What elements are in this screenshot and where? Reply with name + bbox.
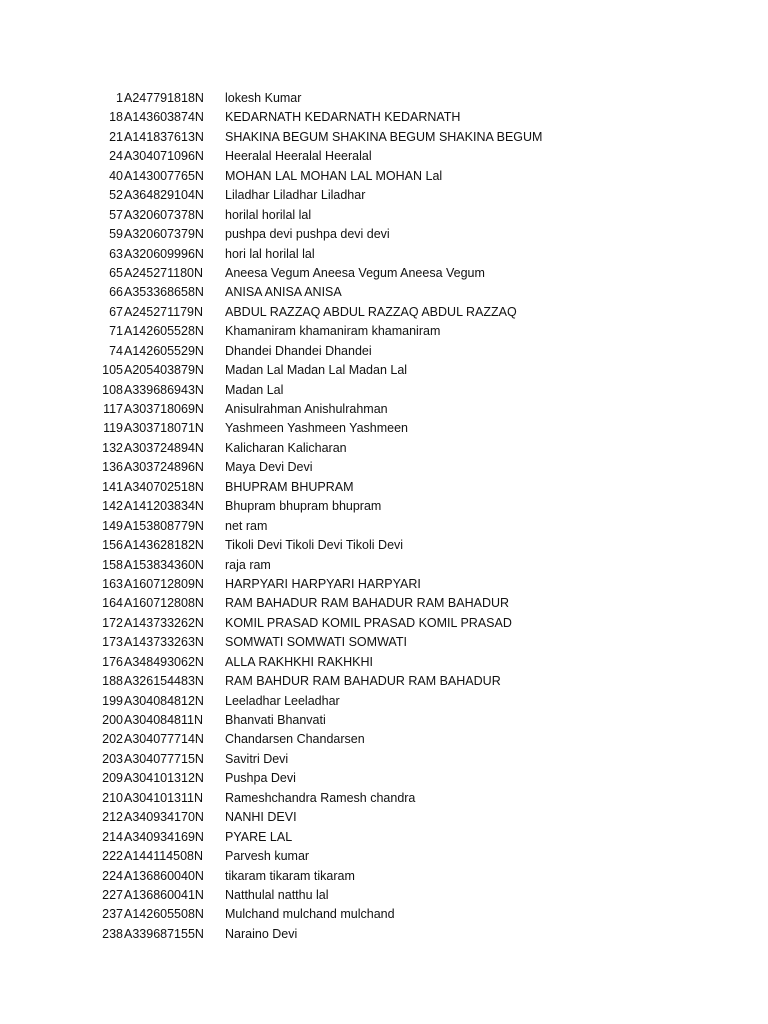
record-code: A304101312N <box>124 771 204 786</box>
record-row <box>0 925 768 944</box>
record-row <box>0 478 768 497</box>
record-number: 210 <box>102 790 123 805</box>
record-row <box>0 458 768 477</box>
record-name: Savitri Devi <box>225 751 289 766</box>
record-code: A160712808N <box>124 596 204 611</box>
record-code: A136860040N <box>124 868 204 883</box>
record-number: 163 <box>102 576 123 591</box>
record-code: A303718069N <box>124 402 204 416</box>
record-name: BHUPRAM BHUPRAM <box>225 479 354 494</box>
record-code: A304084811N <box>124 713 204 727</box>
record-code: A205403879N <box>124 363 204 378</box>
record-code: A143733263N <box>124 635 204 650</box>
record-code: A303724896N <box>124 460 204 475</box>
record-name: raja ram <box>225 557 271 572</box>
record-row <box>0 108 768 127</box>
record-name: Liladhar Liladhar Liladhar <box>225 188 366 203</box>
record-row <box>0 283 768 302</box>
record-row <box>0 828 768 847</box>
record-name: Bhanvati Bhanvati <box>225 713 326 727</box>
record-name: MOHAN LAL MOHAN LAL MOHAN Lal <box>225 168 443 183</box>
record-code: A142605529N <box>124 343 204 358</box>
record-row <box>0 789 768 808</box>
record-number: 200 <box>102 713 123 727</box>
record-number: 136 <box>102 460 123 475</box>
record-list <box>0 89 768 944</box>
record-name: NANHI DEVI <box>225 810 297 825</box>
record-number: 164 <box>102 596 123 611</box>
record-name: ABDUL RAZZAQ ABDUL RAZZAQ ABDUL RAZZAQ <box>225 304 517 319</box>
record-code: A320609996N <box>124 246 204 261</box>
record-row <box>0 167 768 186</box>
record-name: Yashmeen Yashmeen Yashmeen <box>225 421 408 436</box>
record-name: Natthulal natthu lal <box>225 887 329 902</box>
record-row <box>0 536 768 555</box>
record-code: A153808779N <box>124 518 204 533</box>
record-code: A339687155N <box>124 926 204 941</box>
record-name: Madan Lal <box>225 382 284 397</box>
record-row <box>0 556 768 575</box>
record-number: 132 <box>102 440 123 455</box>
record-number: 18 <box>109 110 123 125</box>
record-row <box>0 711 768 730</box>
record-number: 188 <box>102 674 123 689</box>
record-row <box>0 653 768 672</box>
record-number: 156 <box>102 538 123 553</box>
record-row <box>0 867 768 886</box>
record-code: A143007765N <box>124 168 204 183</box>
record-name: Kalicharan Kalicharan <box>225 440 347 455</box>
record-code: A143603874N <box>124 110 204 125</box>
record-number: 176 <box>102 654 123 669</box>
record-code: A160712809N <box>124 576 204 591</box>
record-number: 67 <box>109 304 123 319</box>
record-name: ALLA RAKHKHI RAKHKHI <box>225 654 373 669</box>
record-row <box>0 497 768 516</box>
record-number: 24 <box>109 149 123 164</box>
record-name: SHAKINA BEGUM SHAKINA BEGUM SHAKINA BEGUM <box>225 129 543 144</box>
record-code: A304101311N <box>124 790 204 805</box>
record-row <box>0 517 768 536</box>
record-row <box>0 381 768 400</box>
record-code: A245271179N <box>124 304 204 319</box>
record-code: A303724894N <box>124 440 204 455</box>
record-number: 1 <box>116 91 123 105</box>
record-row <box>0 769 768 788</box>
record-code: A141837613N <box>124 129 204 144</box>
record-number: 209 <box>102 771 123 786</box>
record-name: Leeladhar Leeladhar <box>225 693 340 708</box>
record-row <box>0 264 768 283</box>
record-number: 214 <box>102 829 123 844</box>
record-name: Chandarsen Chandarsen <box>225 732 365 747</box>
record-code: A320607379N <box>124 227 204 242</box>
record-code: A143733262N <box>124 615 204 630</box>
record-name: Rameshchandra Ramesh chandra <box>225 790 416 805</box>
record-number: 21 <box>109 129 123 144</box>
record-row <box>0 186 768 205</box>
record-number: 59 <box>109 227 123 242</box>
record-number: 172 <box>102 615 123 630</box>
record-number: 40 <box>109 168 123 183</box>
record-name: ANISA ANISA ANISA <box>225 285 342 300</box>
record-name: Khamaniram khamaniram khamaniram <box>225 324 441 339</box>
record-name: Naraino Devi <box>225 926 298 941</box>
record-name: RAM BAHDUR RAM BAHADUR RAM BAHADUR <box>225 674 501 689</box>
record-row <box>0 361 768 380</box>
record-row <box>0 594 768 613</box>
record-number: 158 <box>102 557 123 572</box>
record-name: Pushpa Devi <box>225 771 296 786</box>
record-row <box>0 147 768 166</box>
record-row <box>0 303 768 322</box>
record-name: HARPYARI HARPYARI HARPYARI <box>225 576 421 591</box>
record-name: Bhupram bhupram bhupram <box>225 499 382 514</box>
record-code: A340934169N <box>124 829 204 844</box>
record-code: A340702518N <box>124 479 204 494</box>
record-row <box>0 342 768 361</box>
record-code: A245271180N <box>124 265 204 280</box>
record-row <box>0 89 768 108</box>
record-name: horilal horilal lal <box>225 207 312 222</box>
record-code: A153834360N <box>124 557 204 572</box>
record-number: 202 <box>102 732 123 747</box>
record-row <box>0 206 768 225</box>
record-number: 199 <box>102 693 123 708</box>
record-row <box>0 614 768 633</box>
record-code: A143628182N <box>124 538 204 553</box>
record-number: 65 <box>109 265 123 280</box>
record-name: pushpa devi pushpa devi devi <box>225 227 390 242</box>
record-name: PYARE LAL <box>225 829 293 844</box>
record-row <box>0 886 768 905</box>
record-code: A304071096N <box>124 149 204 164</box>
record-row <box>0 730 768 749</box>
record-row <box>0 672 768 691</box>
record-code: A136860041N <box>124 887 204 902</box>
record-number: 141 <box>102 479 123 494</box>
record-name: tikaram tikaram tikaram <box>225 868 355 883</box>
record-code: A142605528N <box>124 324 204 339</box>
record-code: A353368658N <box>124 285 204 300</box>
record-code: A364829104N <box>124 188 204 203</box>
record-number: 117 <box>103 402 123 416</box>
record-number: 52 <box>109 188 123 203</box>
record-row <box>0 419 768 438</box>
record-number: 212 <box>102 810 123 825</box>
record-code: A304077714N <box>124 732 204 747</box>
record-number: 237 <box>102 907 123 922</box>
record-row <box>0 225 768 244</box>
record-number: 173 <box>102 635 123 650</box>
record-name: Mulchand mulchand mulchand <box>225 907 395 922</box>
record-row <box>0 847 768 866</box>
record-number: 222 <box>102 849 123 864</box>
record-number: 63 <box>109 246 123 261</box>
record-name: KEDARNATH KEDARNATH KEDARNATH <box>225 110 461 125</box>
record-name: Maya Devi Devi <box>225 460 313 475</box>
record-row <box>0 128 768 147</box>
record-row <box>0 439 768 458</box>
record-number: 224 <box>102 868 123 883</box>
record-name: hori lal horilal lal <box>225 246 315 261</box>
record-name: Anisulrahman Anishulrahman <box>225 402 388 416</box>
record-number: 66 <box>109 285 123 300</box>
record-name: Madan Lal Madan Lal Madan Lal <box>225 363 408 378</box>
record-number: 108 <box>102 382 123 397</box>
record-name: Dhandei Dhandei Dhandei <box>225 343 372 358</box>
record-row <box>0 633 768 652</box>
record-number: 119 <box>103 421 123 436</box>
record-name: Aneesa Vegum Aneesa Vegum Aneesa Vegum <box>225 265 485 280</box>
record-row <box>0 692 768 711</box>
record-code: A348493062N <box>124 654 204 669</box>
record-number: 238 <box>102 926 123 941</box>
record-code: A304077715N <box>124 751 204 766</box>
record-code: A141203834N <box>124 499 204 514</box>
record-row <box>0 905 768 924</box>
record-code: A304084812N <box>124 693 204 708</box>
record-row <box>0 750 768 769</box>
record-row <box>0 400 768 419</box>
record-name: Tikoli Devi Tikoli Devi Tikoli Devi <box>225 538 404 553</box>
record-number: 142 <box>102 499 123 514</box>
record-number: 74 <box>109 343 123 358</box>
record-number: 57 <box>109 207 123 222</box>
record-code: A339686943N <box>124 382 204 397</box>
record-name: net ram <box>225 518 268 533</box>
record-code: A144114508N <box>124 849 204 864</box>
record-number: 227 <box>102 887 123 902</box>
record-name: Parvesh kumar <box>225 849 310 864</box>
record-number: 203 <box>102 751 123 766</box>
record-code: A142605508N <box>124 907 204 922</box>
record-number: 149 <box>102 518 123 533</box>
record-row <box>0 245 768 264</box>
record-code: A247791818N <box>124 91 204 105</box>
record-code: A340934170N <box>124 810 204 825</box>
record-name: RAM BAHADUR RAM BAHADUR RAM BAHADUR <box>225 596 510 611</box>
record-number: 71 <box>109 324 123 339</box>
record-code: A326154483N <box>124 674 204 689</box>
record-code: A303718071N <box>124 421 204 436</box>
record-row <box>0 322 768 341</box>
record-code: A320607378N <box>124 207 204 222</box>
record-name: lokesh Kumar <box>225 91 302 105</box>
record-name: SOMWATI SOMWATI SOMWATI <box>225 635 407 650</box>
record-number: 105 <box>102 363 123 378</box>
record-row <box>0 808 768 827</box>
record-name: KOMIL PRASAD KOMIL PRASAD KOMIL PRASAD <box>225 615 512 630</box>
record-name: Heeralal Heeralal Heeralal <box>225 149 372 164</box>
record-row <box>0 575 768 594</box>
